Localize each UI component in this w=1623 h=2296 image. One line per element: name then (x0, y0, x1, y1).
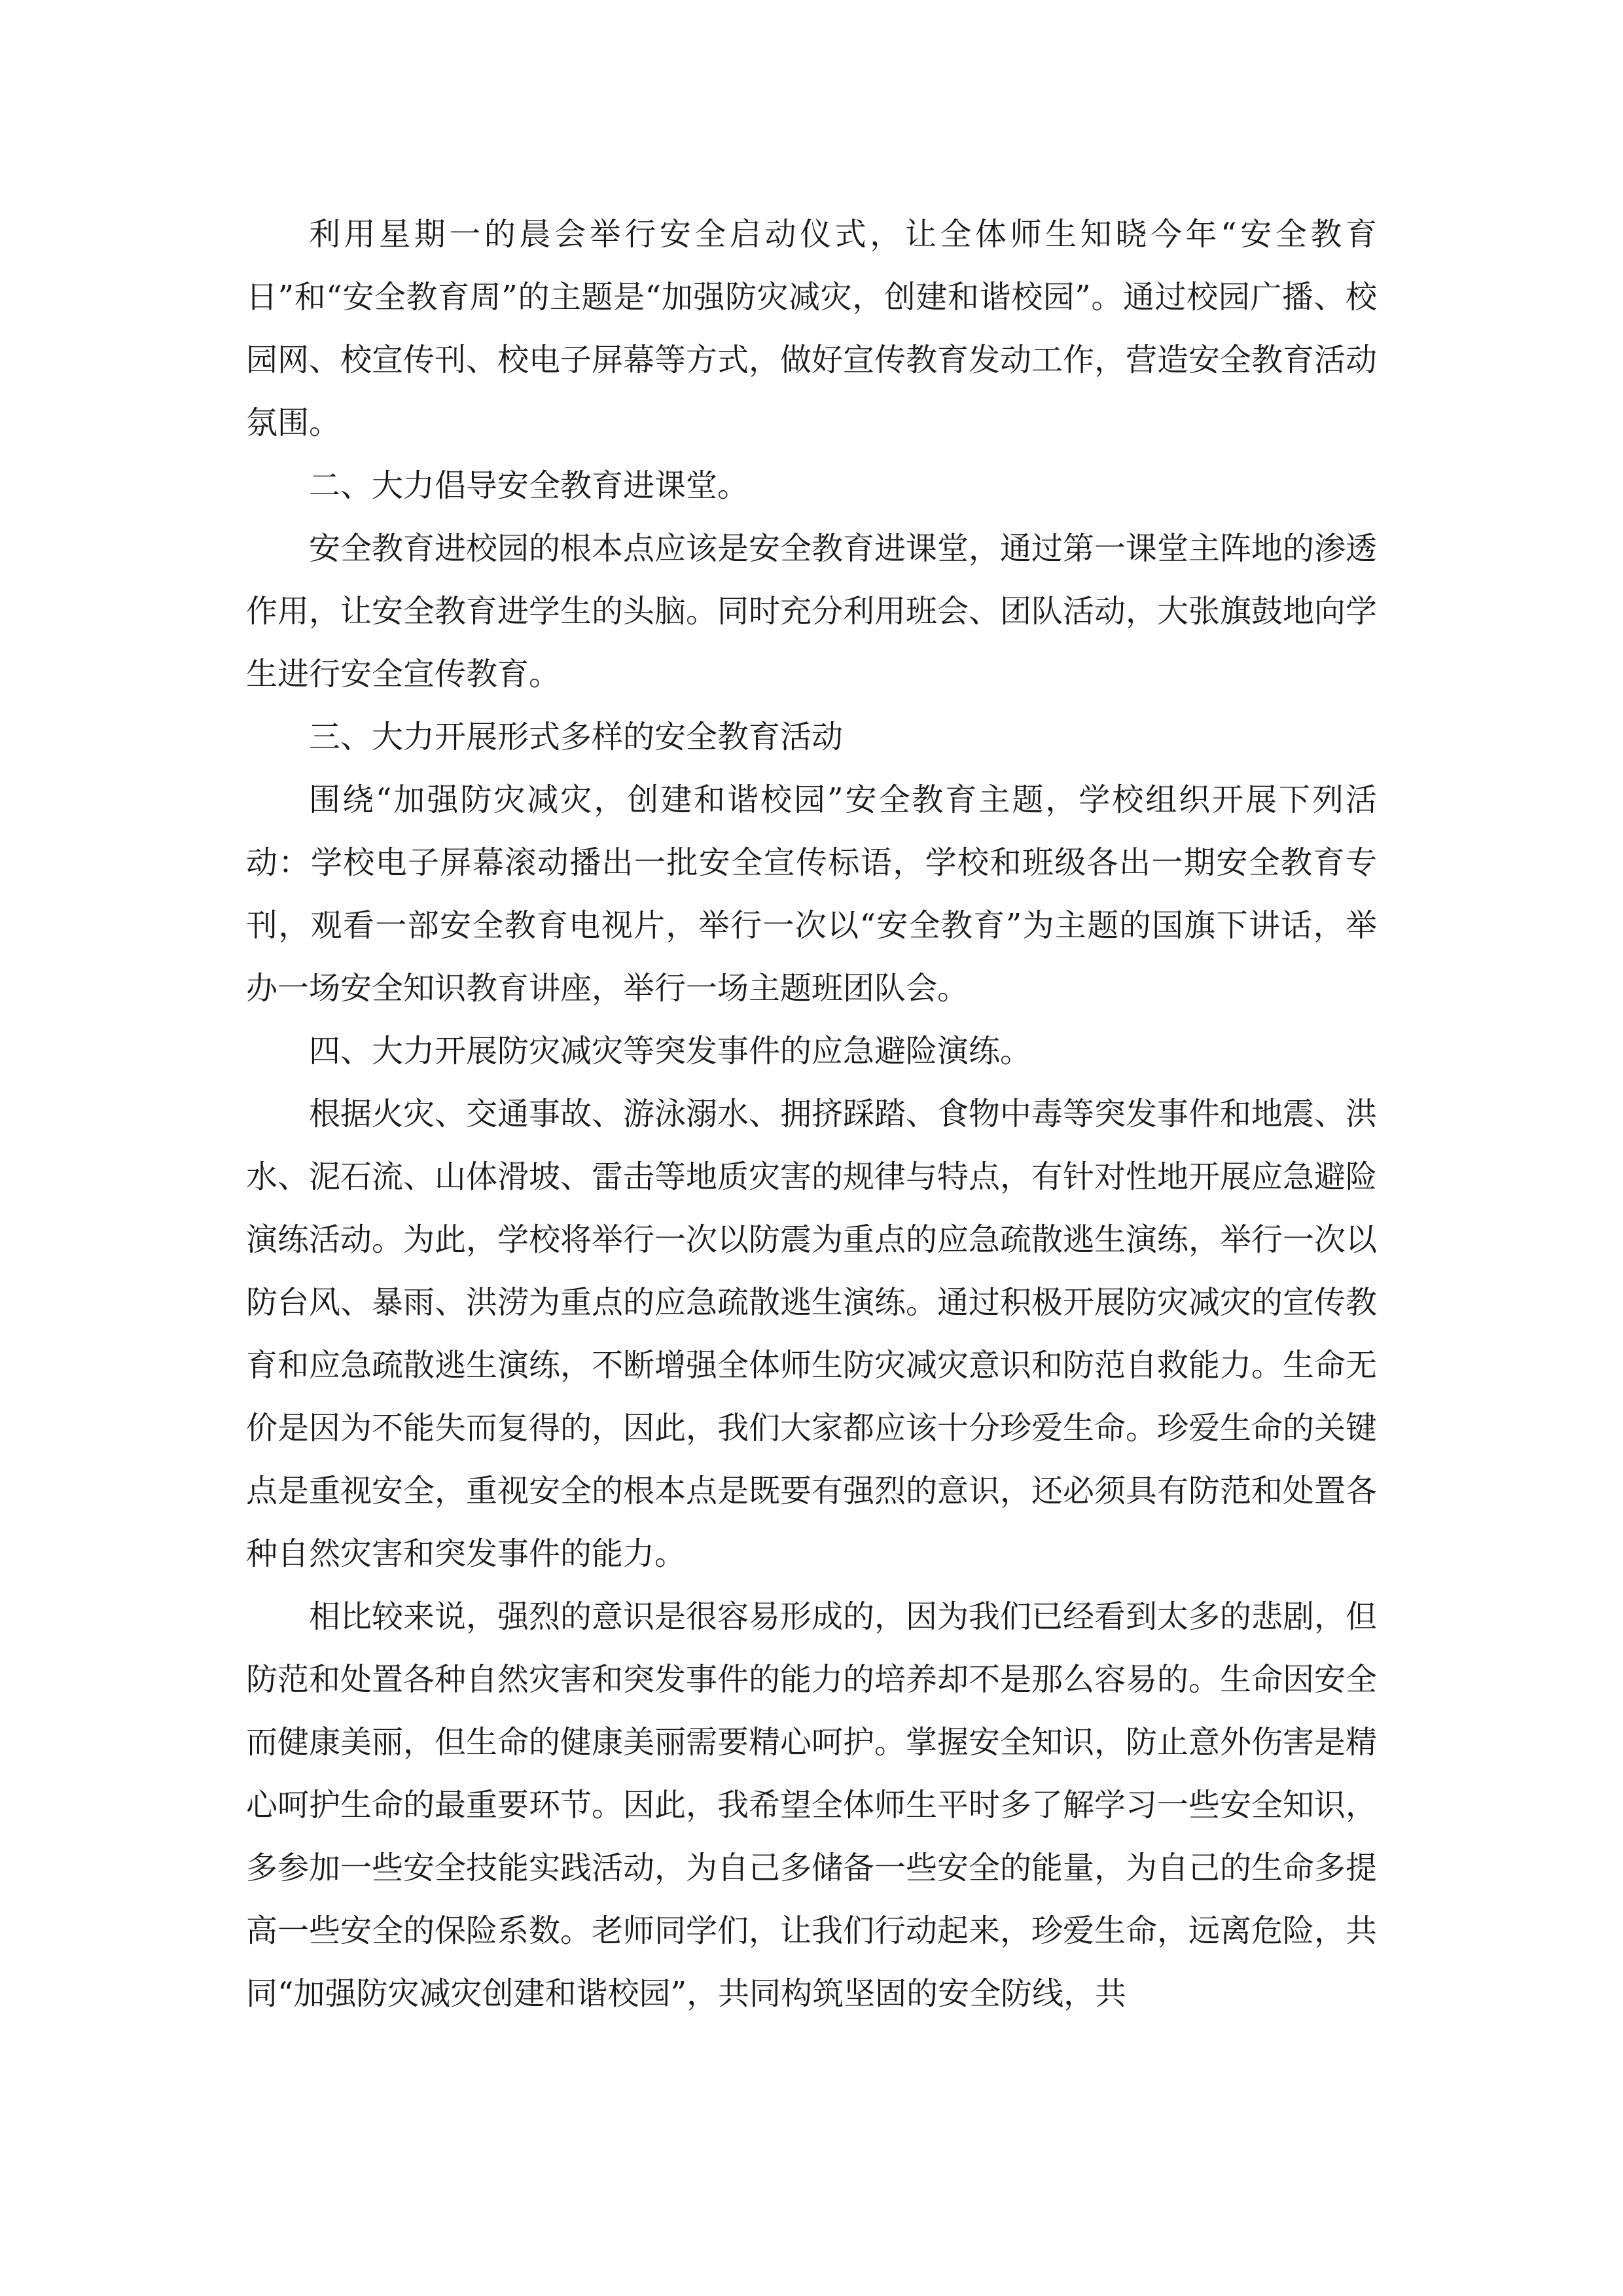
paragraph-education-activities: 围绕“加强防灾减灾，创建和谐校园”安全教育主题，学校组织开展下列活动：学校电子屏幕滚动播出一批安全宣传标语，学校和班级各出一期安全教育专刊，观看一部安全教育电视片，举行一次以“安全教育”为主题的国旗下讲话，举办一场安全知识教育讲座，举行一场主题班团队会。 (246, 781, 1377, 1007)
paragraph-classroom-education: 安全教育进校园的根本点应该是安全教育进课堂，通过第一课堂主阵地的渗透作用，让安全教育进学生的头脑。同时充分利用班会、团队活动，大张旗鼓地向学生进行安全宣传教育。 (246, 530, 1378, 692)
document-body (246, 203, 1377, 2025)
paragraph-emergency-drills: 根据火灾、交通事故、游泳溺水、拥挤踩踏、食物中毒等突发事件和地震、洪水、泥石流、山体滑坡、雷击等地质灾害的规律与特点，有针对性地开展应急避险演练活动。为此，学校将举行一次以防震为重点的应急疏散逃生演练，举行一次以防台风、暴雨、洪涝为重点的应急疏散逃生演练。通过积极开展防灾减灾的宣传教育和应急疏散逃生演练，不断增强全体师生防灾减灾意识和防范自救能力。生命无价是因为不能失而复得的，因此，我们大家都应该十分珍爱生命。珍爱生命的关键点是重视安全，重视安全的根本点是既要有强烈的意识，还必须具有防范和处置各种自然灾害和突发事件的能力。 (246, 1096, 1378, 1572)
paragraph-cherish-life: 相比较来说，强烈的意识是很容易形成的，因为我们已经看到太多的悲剧，但防范和处置各种自然灾害和突发事件的能力的培养却不是那么容易的。生命因安全而健康美丽，但生命的健康美丽需要精心呵护。掌握安全知识，防止意外伤害是精心呵护生命的最重要环节。因此，我希望全体师生平时多了解学习一些安全知识，多参加一些安全技能实践活动，为自己多储备一些安全的能量，为自己的生命多提高一些安全的保险系数。老师同学们，让我们行动起来，珍爱生命，远离危险，共同“加强防灾减灾创建和谐校园”，共同构筑坚固的安全防线，共 (246, 1598, 1378, 2012)
heading-section-4: 四、大力开展防灾减灾等突发事件的应急避险演练。 (309, 1033, 1032, 1069)
heading-section-2: 二、大力倡导安全教育进课堂。 (309, 467, 749, 504)
paragraph-safety-launch-ceremony: 利用星期一的晨会举行安全启动仪式，让全体师生知晓今年“安全教育日”和“安全教育周”的主题是“加强防灾减灾，创建和谐校园”。通过校园广播、校园网、校宣传刊、校电子屏幕等方式，做好宣传教育发动工作，营造安全教育活动氛围。 (246, 216, 1378, 441)
heading-section-3: 三、大力开展形式多样的安全教育活动 (309, 719, 844, 755)
